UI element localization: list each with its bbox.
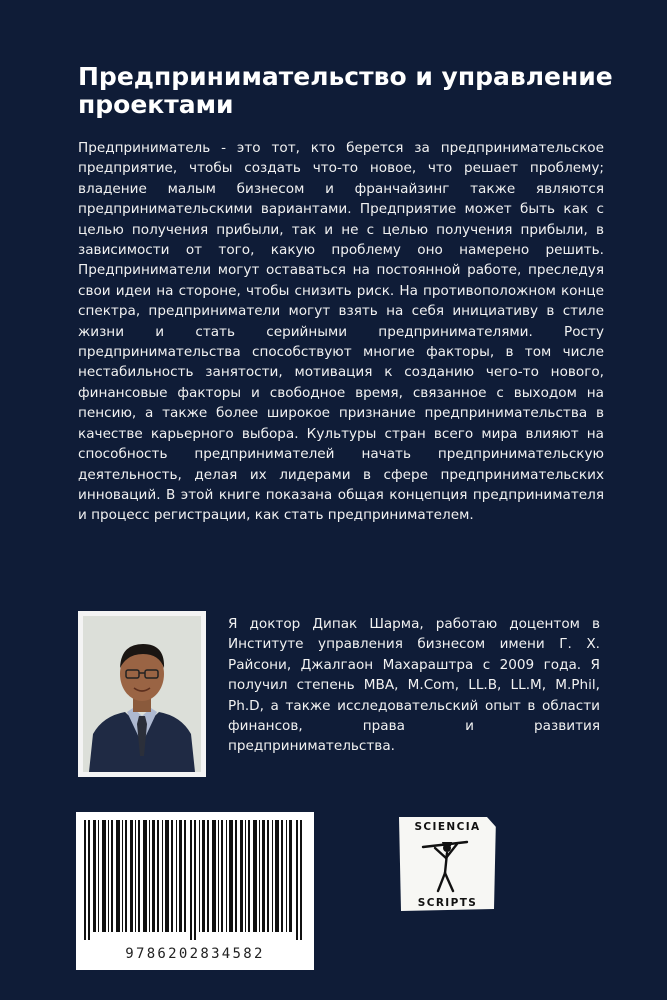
isbn-barcode <box>76 812 314 970</box>
book-description: Предприниматель - это тот, кто берется за предпринимательское предприятие, чтобы создать что-то новое, что решает проблему; владение малым бизнесом и франчайзинг также являются предпринимательскими вариантами. Предприятие может быть как с целью получения прибыли, так и не с целью получения прибыли, в зависимости от того, какую проблему оно намерено решить. Предприниматели могут оставаться на постоянной работе, преследуя свои идеи на стороне, чтобы снизить риск. На противоположном конце спектра, предприниматели могут взять на себя инициативу в стиле жизни и стать серийными предпринимателями. Росту предпринимательства способствуют многие факторы, в том числе нестабильность занятости, мотивация к созданию чего-то нового, финансовые факторы и свободное время, связанное с выходом на пенсию, а также более широкое признание предпринимательства в качестве карьерного выбора. Культуры стран всего мира влияют на способность предпринимателей начать предпринимательскую деятельность, делая их лидерами в сфере предпринимательских инноваций. В этой книге показана общая концепция предпринимателя и процесс регистрации, как стать предпринимателем. <box>78 140 604 524</box>
publisher-name-top: SCIENCIA <box>414 821 481 833</box>
book-title: Предпринимательство и управление проектами <box>78 62 613 119</box>
isbn-number: 9786202834582 <box>125 946 265 962</box>
barcode-bars <box>76 812 314 942</box>
author-photo <box>78 611 206 777</box>
publisher-logo <box>397 815 498 911</box>
portrait-illustration <box>83 616 201 772</box>
author-bio: Я доктор Дипак Шарма, работаю доцентом в Институте управления бизнесом имени Г. Х. Райсони, Джалгаон Махараштра с 2009 года. Я получил степень MBA, M.Com, LL.B, LL.M, M.Phil, Ph.D, а также исследовательский опыт в области финансов, права и развития предпринимательства. <box>228 616 600 755</box>
author-portrait-image <box>83 616 201 772</box>
publisher-name-bottom: SCRIPTS <box>417 897 478 909</box>
